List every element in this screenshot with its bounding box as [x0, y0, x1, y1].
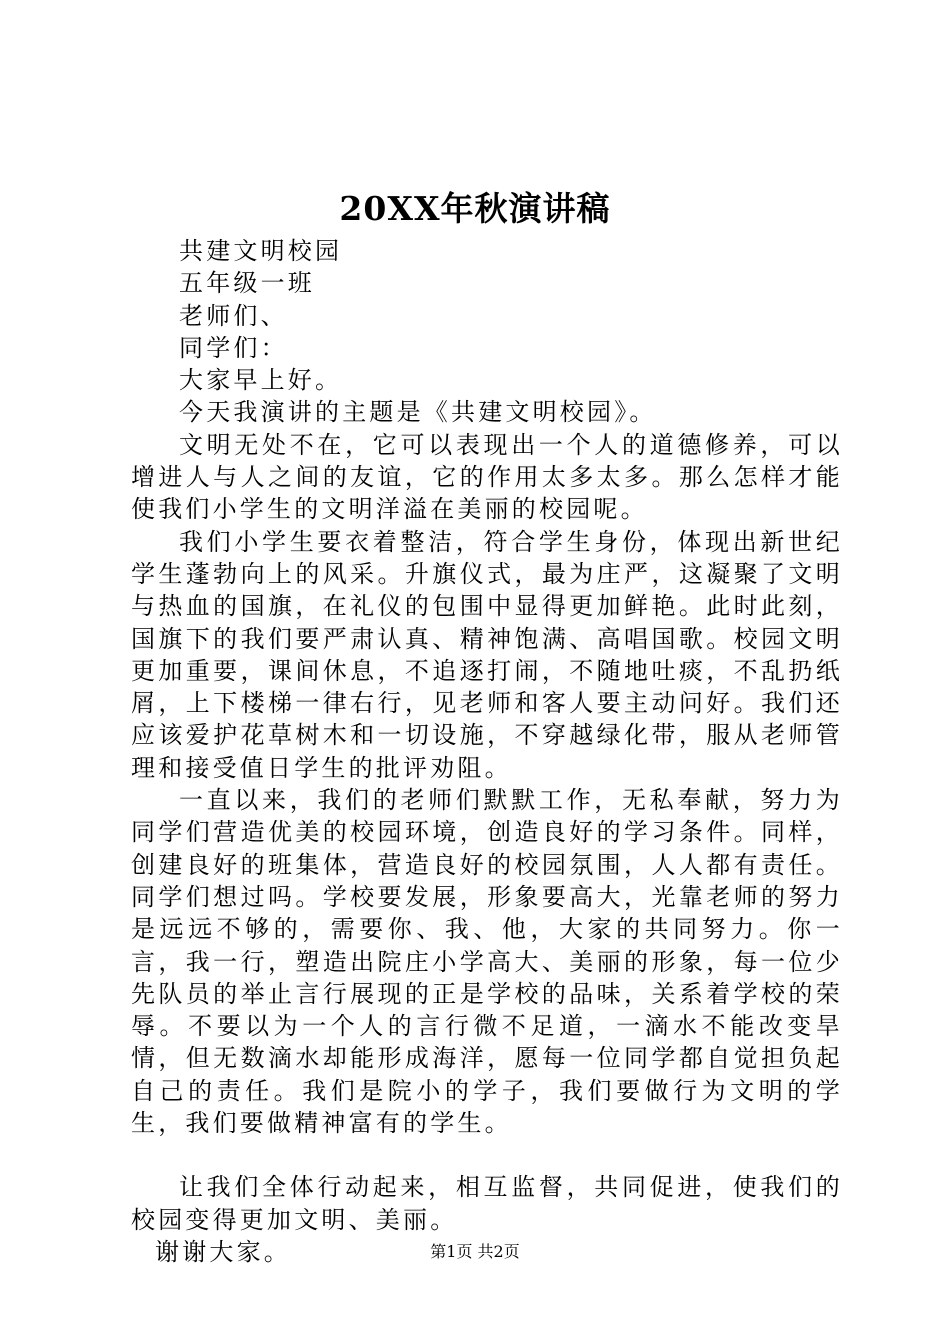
paragraph-body-2: 我们小学生要衣着整洁，符合学生身份，体现出新世纪学生蓬勃向上的风采。升旗仪式，最为庄严，这凝聚了文明与热血的国旗，在礼仪的包围中显得更加鲜艳。此时此刻，国旗下的我们要严肃认真、精神饱满、高唱国歌。校园文明更加重要，课间休息，不追逐打闹，不随地吐痰，不乱扔纸屑，上下楼梯一律右行，见老师和客人要主动问好。我们还应该爱护花草树木和一切设施，不穿越绿化带，服从老师管理和接受值日学生的批评劝阻。 [131, 527, 843, 782]
document-body [131, 235, 843, 1268]
blank-line [131, 1139, 843, 1171]
paragraph-topic: 今天我演讲的主题是《共建文明校园》。 [179, 398, 657, 427]
paragraph-greeting-teachers: 老师们、 [179, 301, 288, 330]
paragraph-body-4: 让我们全体行动起来，相互监督，共同促进，使我们的校园变得更加文明、美丽。 [131, 1173, 843, 1234]
paragraph-greeting-students: 同学们： [179, 333, 288, 362]
paragraph-body-1: 文明无处不在，它可以表现出一个人的道德修养，可以增进人与人之间的友谊，它的作用太多太多。那么怎样才能使我们小学生的文明洋溢在美丽的校园呢。 [131, 430, 843, 524]
paragraph-good-morning: 大家早上好。 [179, 366, 343, 395]
paragraph-heading: 共建文明校园 [179, 237, 343, 265]
paragraph-thanks: 谢谢大家。 [155, 1237, 291, 1266]
page-footer: 第1页 共2页 [430, 1242, 520, 1261]
paragraph-class: 五年级一班 [179, 269, 315, 298]
document-title: 20XX年秋演讲稿 [339, 189, 611, 228]
paragraph-body-3: 一直以来，我们的老师们默默工作，无私奉献，努力为同学们营造优美的校园环境，创造良好的学习条件。同样，创建良好的班集体，营造良好的校园氛围，人人都有责任。同学们想过吗。学校要发展，形象要高大，光靠老师的努力是远远不够的，需要你、我、他，大家的共同努力。你一言，我一行，塑造出院庄小学高大、美丽的形象，每一位少先队员的举止言行展现的正是学校的品味，关系着学校的荣辱。不要以为一个人的言行微不足道，一滴水不能改变旱情，但无数滴水却能形成海洋，愿每一位同学都自觉担负起自己的责任。我们是院小的学子，我们要做行为文明的学生，我们要做精神富有的学生。 [131, 786, 843, 1138]
